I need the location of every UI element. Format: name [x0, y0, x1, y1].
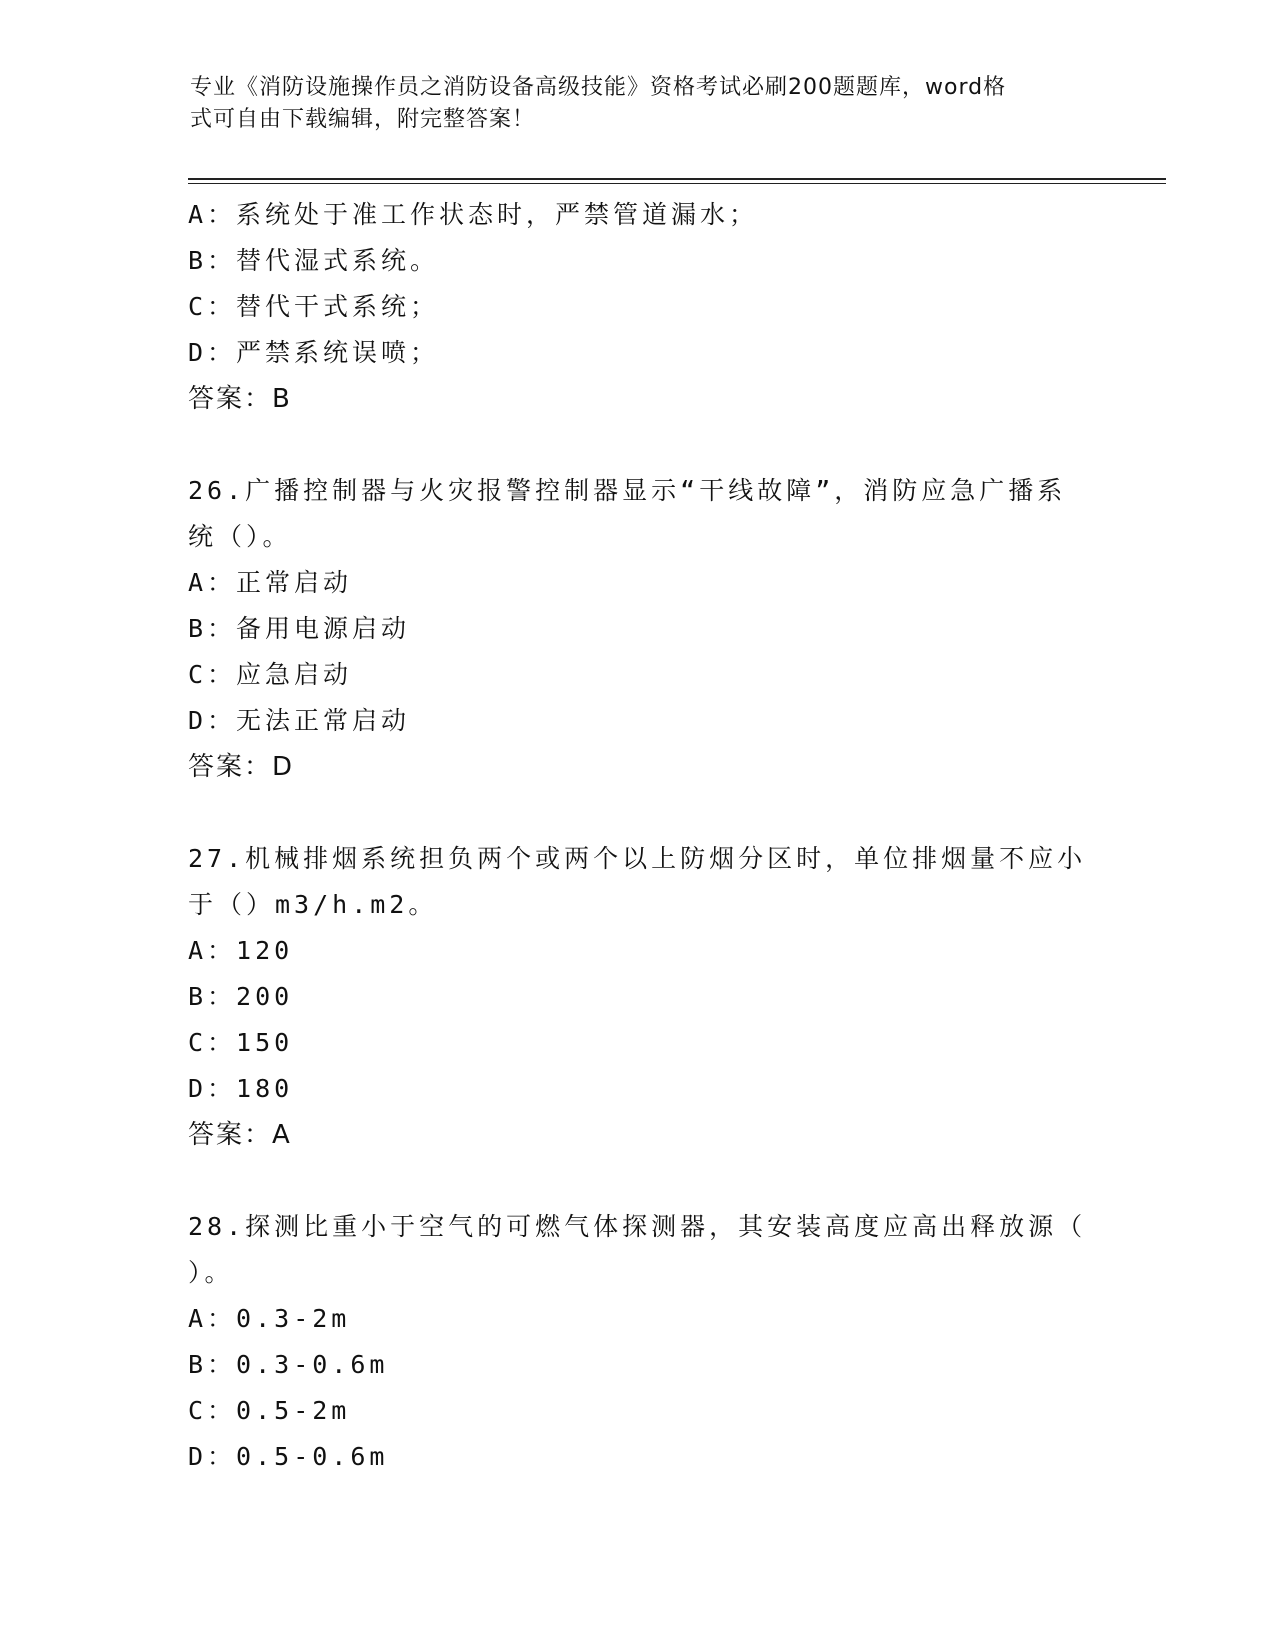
header-divider-thick [188, 178, 1166, 180]
answer: 答案：D [188, 752, 295, 782]
header-divider-thin [188, 183, 1166, 184]
question-list [188, 192, 1088, 1480]
question-28 [188, 1204, 1088, 1480]
option-a: A：120 [188, 936, 294, 965]
question-text-line-1: 26.广播控制器与火灾报警控制器显示“干线故障”，消防应急广播系 [188, 476, 1067, 505]
question-spacer [188, 790, 1088, 836]
answer: 答案：A [188, 1120, 292, 1150]
question-spacer [188, 422, 1088, 468]
question-text-line-2: ）。 [188, 1258, 234, 1287]
option-d: D：严禁系统误喷； [188, 338, 440, 367]
option-b: B：备用电源启动 [188, 614, 411, 643]
option-b: B：0.3-0.6m [188, 1350, 389, 1379]
option-c: C：应急启动 [188, 660, 353, 689]
header-line-2: 式可自由下载编辑，附完整答案！ [190, 107, 536, 132]
option-a: A：系统处于准工作状态时，严禁管道漏水； [188, 200, 759, 229]
option-b: B：200 [188, 982, 294, 1011]
option-a: A：正常启动 [188, 568, 353, 597]
option-b: B：替代湿式系统。 [188, 246, 440, 275]
question-spacer [188, 1158, 1088, 1204]
question-26 [188, 468, 1088, 790]
option-d: D：180 [188, 1074, 294, 1103]
question-text-line-2: 统（）。 [188, 522, 292, 551]
question-text-line-2: 于（）m3/h.m2。 [188, 890, 438, 919]
answer: 答案：B [188, 384, 292, 414]
question-text-line-1: 27.机械排烟系统担负两个或两个以上防烟分区时，单位排烟量不应小 [188, 844, 1087, 873]
question-text-line-1: 28.探测比重小于空气的可燃气体探测器，其安装高度应高出释放源（ [188, 1212, 1087, 1241]
option-d: D：0.5-0.6m [188, 1442, 389, 1471]
question-27 [188, 836, 1088, 1158]
option-a: A：0.3-2m [188, 1304, 351, 1333]
option-c: C：替代干式系统； [188, 292, 440, 321]
document-header [190, 72, 1070, 136]
option-c: C：0.5-2m [188, 1396, 351, 1425]
question-25-options [188, 192, 1088, 422]
header-line-1: 专业《消防设施操作员之消防设备高级技能》资格考试必刷200题题库，word格 [190, 75, 1007, 100]
option-d: D：无法正常启动 [188, 706, 411, 735]
option-c: C：150 [188, 1028, 294, 1057]
